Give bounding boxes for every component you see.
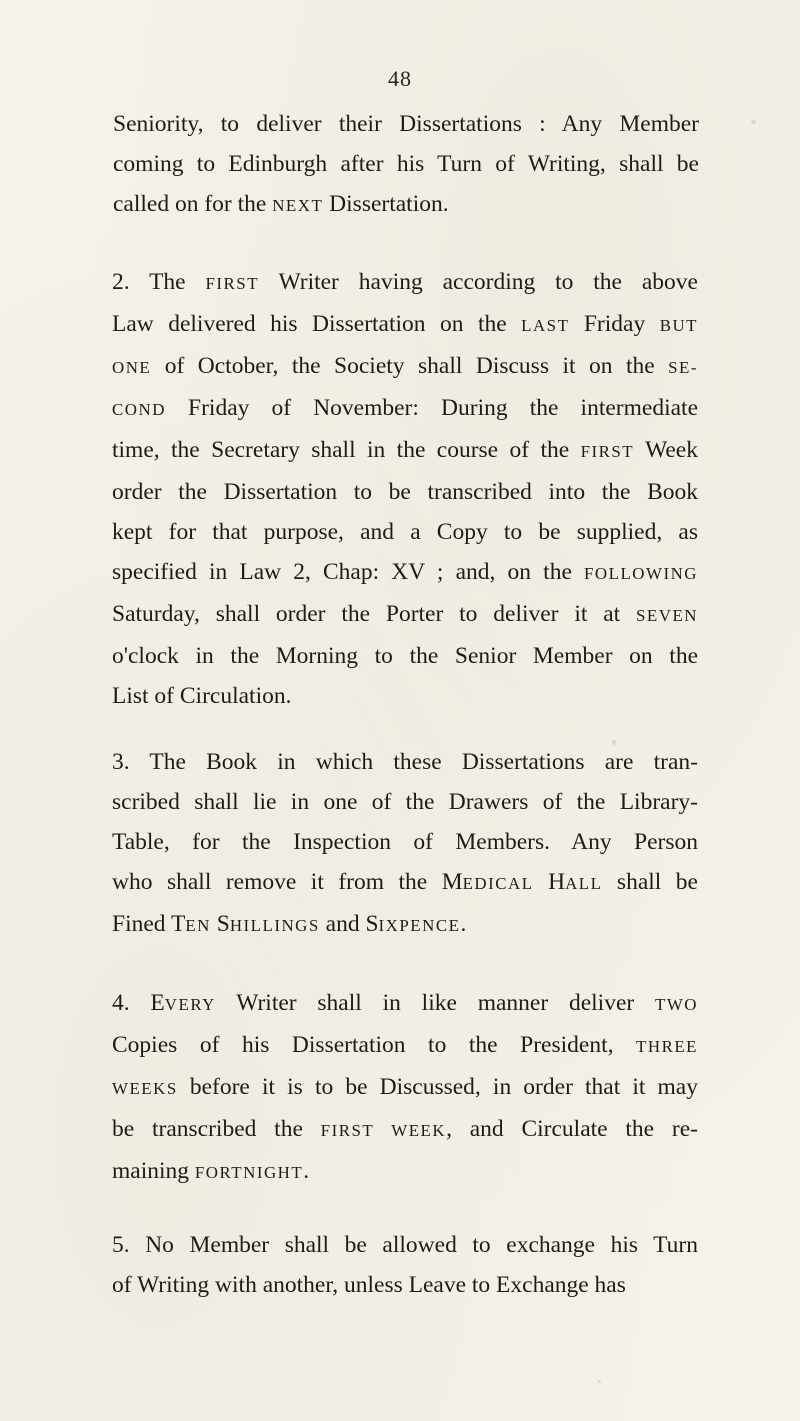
text-line: be transcribed the FIRST WEEK, and Circulate the re-	[112, 1116, 698, 1142]
text-line: maining FORTNIGHT.	[112, 1158, 310, 1184]
small-caps-text: WEEKS	[112, 1079, 178, 1098]
text-line: COND Friday of November: During the intermediate	[112, 395, 698, 421]
small-caps-text: FORTNIGHT	[194, 1163, 304, 1182]
text-line: 2. The FIRST Writer having according to the above	[112, 269, 698, 295]
small-caps-text: BUT	[659, 316, 698, 335]
paragraph-rule-5	[112, 1225, 698, 1305]
text-line: 3. The Book in which these Dissertations are tran-	[112, 749, 698, 775]
text-line: ONE of October, the Society shall Discuss it on the SE-	[112, 353, 698, 379]
small-caps-text: SE-	[668, 358, 698, 377]
text-line: Law delivered his Dissertation on the LAST Friday BUT	[112, 311, 698, 337]
text-line: Fined TEN SHILLINGS and SIXPENCE.	[112, 911, 467, 937]
text-line: called on for the NEXT Dissertation.	[113, 191, 449, 217]
paper-spot	[751, 120, 756, 124]
small-caps-text: HILLINGS	[229, 916, 320, 935]
small-caps-text: NEXT	[272, 196, 324, 215]
small-caps-text: LAST	[521, 316, 570, 335]
text-line: who shall remove it from the MEDICAL HALL shall be	[112, 869, 698, 895]
small-caps-text: EDICAL	[462, 874, 534, 893]
small-caps-text: FIRST	[580, 442, 635, 461]
page-number: 48	[388, 66, 412, 91]
text-line: kept for that purpose, and a Copy to be supplied, as	[112, 519, 698, 545]
paragraph-rule-4	[112, 983, 698, 1193]
text-line: 4. EVERY Writer shall in like manner deliver TWO	[112, 990, 698, 1016]
text-line: List of Circulation.	[112, 683, 292, 709]
small-caps-text: FIRST	[205, 274, 260, 293]
small-caps-text: FOLLOWING	[584, 564, 698, 583]
text-line: 5. No Member shall be allowed to exchange his Turn	[112, 1232, 698, 1258]
text-line: Saturday, shall order the Porter to deliver it at SEVEN	[112, 601, 698, 627]
text-line: specified in Law 2, Chap: XV ; and, on the FOLLOWING	[112, 559, 698, 585]
small-caps-text: THREE	[636, 1037, 698, 1056]
small-caps-text: SEVEN	[636, 606, 698, 625]
text-line: Copies of his Dissertation to the President, THREE	[112, 1032, 698, 1058]
paragraph-rule-3	[112, 742, 698, 946]
text-line: of Writing with another, unless Leave to Exchange has	[112, 1272, 626, 1298]
paragraph-rule-2	[112, 262, 698, 716]
text-line: Table, for the Inspection of Members. Any Person	[112, 829, 698, 855]
small-caps-text: FIRST WEEK	[320, 1121, 447, 1140]
small-caps-text: ONE	[112, 358, 152, 377]
small-caps-text: VERY	[164, 995, 216, 1014]
text-line: order the Dissertation to be transcribed into the Book	[112, 479, 698, 505]
text-line: o'clock in the Morning to the Senior Member on the	[112, 643, 698, 669]
small-caps-text: IXPENCE	[378, 916, 461, 935]
paragraph-continuation	[113, 104, 699, 226]
text-line: WEEKS before it is to be Discussed, in order that it may	[112, 1074, 698, 1100]
small-caps-text: EN	[185, 916, 211, 935]
small-caps-text: COND	[112, 400, 166, 419]
text-line: scribed shall lie in one of the Drawers of the Library-	[112, 789, 698, 815]
small-caps-text: TWO	[655, 995, 698, 1014]
text-line: Seniority, to deliver their Dissertations : Any Member	[113, 111, 699, 137]
text-line: time, the Secretary shall in the course of the FIRST Week	[112, 437, 698, 463]
paper-spot	[598, 1380, 601, 1383]
small-caps-text: ALL	[565, 874, 603, 893]
text-line: coming to Edinburgh after his Turn of Writing, shall be	[113, 151, 699, 177]
